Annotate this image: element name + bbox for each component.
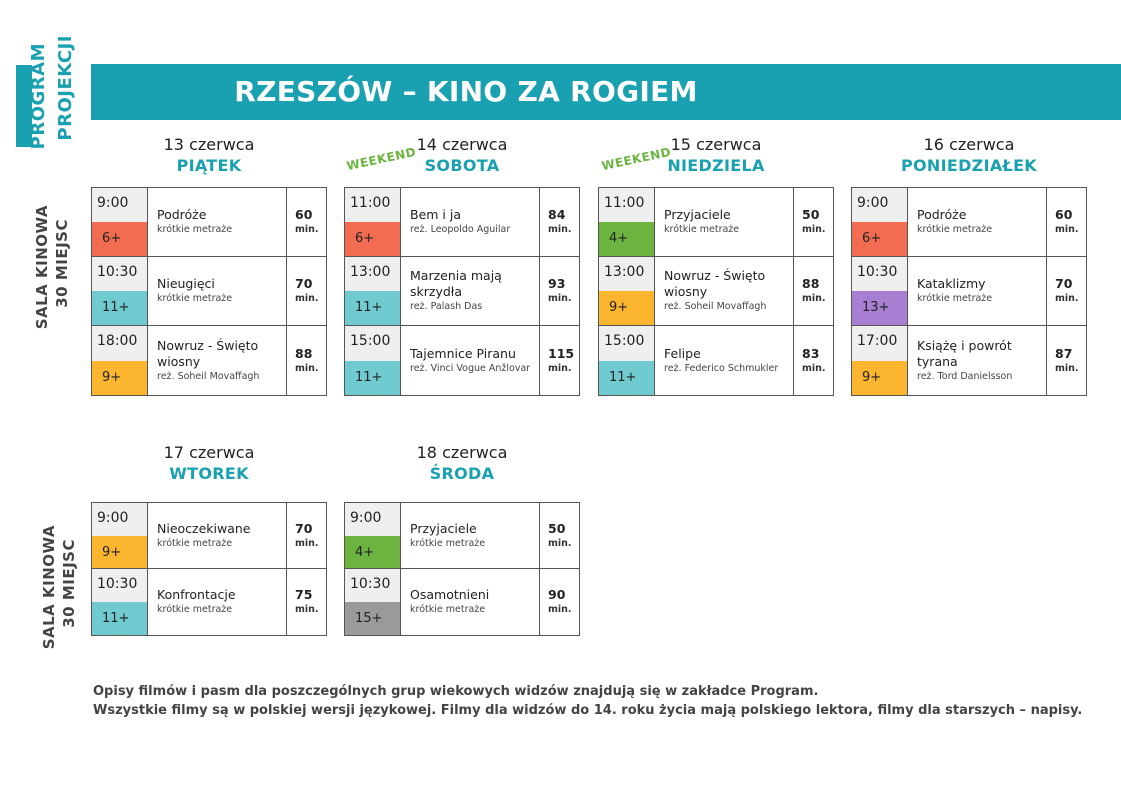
title-cell — [655, 257, 794, 325]
film-subtitle: krótkie metraże — [410, 604, 486, 615]
weekend-tag: WEEKEND — [600, 144, 673, 174]
screening-time: 9:00 — [92, 503, 147, 536]
screening-table — [91, 187, 327, 396]
duration-unit: min. — [548, 537, 572, 549]
duration-unit: min. — [295, 293, 319, 304]
screening-row — [852, 257, 1086, 326]
film-title: Osamotnieni — [410, 587, 490, 602]
film-title: Przyjaciele — [664, 207, 731, 222]
age-rating-badge: 13+ — [852, 291, 907, 325]
film-title: Tajemnice Piranu — [410, 345, 516, 361]
day-header — [91, 443, 327, 485]
room-label-1-line1: SALA KINOWA — [33, 205, 51, 330]
age-rating-badge: 11+ — [345, 361, 400, 396]
duration-value: 70 — [295, 520, 313, 536]
room-label-2-line1: SALA KINOWA — [40, 525, 58, 650]
screening-time: 18:00 — [92, 326, 147, 361]
duration-unit: min. — [295, 362, 319, 374]
day-date: 16 czerwca — [923, 135, 1015, 154]
title-banner — [91, 64, 1121, 120]
title-cell — [148, 257, 287, 325]
screening-table — [598, 187, 834, 396]
age-rating-badge: 4+ — [599, 222, 654, 256]
film-subtitle: krótkie metraże — [157, 604, 233, 615]
film-title: Felipe — [664, 345, 701, 361]
screening-time: 15:00 — [345, 326, 400, 361]
age-rating-badge: 9+ — [92, 536, 147, 569]
title-cell — [148, 188, 287, 256]
film-title: Nowruz - Święto wiosny — [664, 268, 766, 299]
screening-row — [599, 257, 833, 326]
film-subtitle: reż. Tord Danielsson — [917, 370, 1013, 382]
title-cell — [401, 257, 540, 325]
film-title: Marzenia mają skrzydła — [410, 268, 502, 299]
film-subtitle: krótkie metraże — [917, 293, 993, 304]
age-rating-badge: 9+ — [852, 361, 907, 396]
screening-row — [92, 326, 326, 395]
time-cell — [92, 569, 148, 635]
duration-value: 93 — [548, 276, 566, 291]
film-subtitle: krótkie metraże — [917, 224, 993, 235]
screening-time: 10:30 — [852, 257, 907, 291]
duration-cell — [540, 257, 579, 325]
screening-row — [92, 257, 326, 326]
room-label-1-line2: 30 MIEJSC — [53, 219, 71, 308]
day-date: 17 czerwca — [163, 443, 255, 462]
screening-row — [345, 503, 579, 569]
time-cell — [852, 257, 908, 325]
duration-value: 83 — [802, 345, 820, 361]
time-cell — [852, 188, 908, 256]
screening-time: 9:00 — [345, 503, 400, 536]
age-rating-badge: 11+ — [599, 361, 654, 396]
duration-value: 115 — [548, 345, 575, 361]
time-cell — [92, 326, 148, 395]
age-rating-badge: 15+ — [345, 602, 400, 635]
film-title: Podróże — [157, 207, 207, 222]
screening-row — [599, 188, 833, 257]
time-cell — [92, 257, 148, 325]
side-label-projekcji: PROJEKCJI — [55, 35, 76, 141]
duration-unit: min. — [295, 224, 319, 235]
duration-unit: min. — [802, 224, 826, 235]
age-rating-badge: 11+ — [92, 291, 147, 325]
age-rating-badge: 9+ — [599, 291, 654, 325]
title-cell — [401, 569, 540, 635]
duration-value: 70 — [295, 276, 313, 291]
duration-value: 70 — [1055, 276, 1073, 291]
film-subtitle: krótkie metraże — [157, 224, 233, 235]
title-cell — [148, 569, 287, 635]
duration-unit: min. — [1055, 224, 1079, 235]
film-subtitle: reż. Vinci Vogue Anžlovar — [410, 362, 531, 374]
screening-table — [851, 187, 1087, 396]
weekend-tag: WEEKEND — [345, 144, 418, 174]
duration-value: 90 — [548, 587, 566, 602]
time-cell — [345, 326, 401, 395]
title-cell — [148, 503, 287, 568]
screening-time: 13:00 — [345, 257, 400, 291]
film-subtitle: reż. Soheil Movaffagh — [664, 301, 767, 312]
title-cell — [401, 188, 540, 256]
day-name: NIEDZIELA — [667, 156, 765, 175]
time-cell — [599, 188, 655, 256]
duration-cell — [540, 503, 579, 568]
duration-cell — [287, 326, 326, 395]
film-subtitle: reż. Palash Das — [410, 301, 483, 312]
screening-time: 15:00 — [599, 326, 654, 361]
screening-time: 17:00 — [852, 326, 907, 361]
duration-unit: min. — [295, 604, 319, 615]
screening-time: 11:00 — [599, 188, 654, 222]
page-title: RZESZÓW – KINO ZA ROGIEM — [234, 75, 698, 108]
age-rating-badge: 11+ — [345, 291, 400, 325]
time-cell — [92, 188, 148, 256]
age-rating-badge: 6+ — [852, 222, 907, 256]
time-cell — [345, 503, 401, 568]
screening-row — [345, 326, 579, 395]
duration-cell — [1047, 326, 1086, 395]
age-rating-badge: 11+ — [92, 602, 147, 635]
title-cell — [908, 188, 1047, 256]
screening-row — [92, 188, 326, 257]
time-cell — [92, 503, 148, 568]
screening-row — [852, 326, 1086, 395]
day-date: 13 czerwca — [163, 135, 255, 154]
day-header — [91, 135, 327, 177]
duration-value: 87 — [1055, 345, 1073, 361]
screening-table — [91, 502, 327, 636]
duration-cell — [794, 257, 833, 325]
screening-row — [92, 503, 326, 569]
duration-value: 88 — [802, 276, 820, 291]
day-date: 18 czerwca — [416, 443, 508, 462]
day-header — [344, 443, 580, 485]
title-cell — [148, 326, 287, 395]
duration-unit: min. — [548, 293, 572, 304]
duration-value: 88 — [295, 345, 313, 361]
title-cell — [401, 326, 540, 395]
duration-unit: min. — [548, 362, 572, 374]
duration-value: 84 — [548, 207, 566, 222]
duration-cell — [540, 326, 579, 395]
duration-cell — [540, 188, 579, 256]
title-cell — [908, 257, 1047, 325]
film-title: Konfrontacje — [157, 587, 236, 602]
duration-value: 60 — [295, 207, 313, 222]
screening-time: 11:00 — [345, 188, 400, 222]
duration-unit: min. — [802, 362, 826, 374]
screening-row — [92, 569, 326, 635]
film-title: Nowruz - Święto wiosny — [157, 337, 259, 369]
screening-time: 10:30 — [92, 569, 147, 602]
day-date: 14 czerwca — [416, 135, 508, 154]
duration-unit: min. — [1055, 293, 1079, 304]
film-subtitle: krótkie metraże — [157, 293, 233, 304]
duration-value: 50 — [548, 520, 566, 536]
duration-cell — [287, 188, 326, 256]
age-rating-badge: 9+ — [92, 361, 147, 396]
duration-cell — [540, 569, 579, 635]
day-name: PIĄTEK — [176, 156, 242, 175]
duration-value: 50 — [802, 207, 820, 222]
day-name: SOBOTA — [424, 156, 500, 175]
duration-cell — [794, 188, 833, 256]
duration-cell — [287, 569, 326, 635]
film-subtitle: reż. Soheil Movaffagh — [157, 370, 260, 382]
film-subtitle: reż. Federico Schmukler — [664, 362, 779, 374]
day-name: ŚRODA — [429, 464, 495, 483]
side-label-program: PROGRAM — [28, 43, 49, 150]
age-rating-badge: 4+ — [345, 536, 400, 569]
day-header — [851, 135, 1087, 177]
screening-time: 9:00 — [92, 188, 147, 222]
screening-row — [345, 569, 579, 635]
duration-cell — [794, 326, 833, 395]
day-name: WTOREK — [169, 464, 249, 483]
screening-row — [345, 257, 579, 326]
film-title: Bem i ja — [410, 207, 461, 222]
screening-row — [345, 188, 579, 257]
duration-cell — [1047, 188, 1086, 256]
duration-unit: min. — [295, 537, 319, 549]
day-name: PONIEDZIAŁEK — [900, 156, 1038, 175]
film-title: Książę i powrót tyrana — [917, 337, 1012, 369]
footer-notes — [93, 682, 1093, 720]
screening-row — [852, 188, 1086, 257]
duration-unit: min. — [1055, 362, 1079, 374]
title-cell — [908, 326, 1047, 395]
program-side-label — [16, 28, 86, 158]
film-title: Nieugięci — [157, 276, 215, 291]
screening-time: 9:00 — [852, 188, 907, 222]
film-title: Nieoczekiwane — [157, 520, 251, 536]
time-cell — [599, 257, 655, 325]
time-cell — [345, 569, 401, 635]
duration-cell — [1047, 257, 1086, 325]
screening-time: 10:30 — [92, 257, 147, 291]
title-cell — [401, 503, 540, 568]
film-title: Przyjaciele — [410, 520, 477, 536]
film-subtitle: krótkie metraże — [664, 224, 740, 235]
day-date: 15 czerwca — [670, 135, 762, 154]
screening-time: 10:30 — [345, 569, 400, 602]
screening-time: 13:00 — [599, 257, 654, 291]
footer-line-2: Wszystkie filmy są w polskiej wersji językowej. Filmy dla widzów do 14. roku życia mają polskiego lektora, filmy dla starszych – napisy. — [93, 703, 1083, 718]
title-cell — [655, 188, 794, 256]
film-title: Podróże — [917, 207, 967, 222]
duration-value: 60 — [1055, 207, 1073, 222]
duration-unit: min. — [802, 293, 826, 304]
duration-cell — [287, 503, 326, 568]
duration-unit: min. — [548, 604, 572, 615]
duration-unit: min. — [548, 224, 572, 235]
film-subtitle: krótkie metraże — [157, 537, 233, 549]
footer-line-1: Opisy filmów i pasm dla poszczególnych grup wiekowych widzów znajdują się w zakładce Program. — [93, 684, 819, 699]
film-subtitle: krótkie metraże — [410, 537, 486, 549]
age-rating-badge: 6+ — [345, 222, 400, 256]
screening-row — [599, 326, 833, 395]
time-cell — [852, 326, 908, 395]
duration-cell — [287, 257, 326, 325]
screening-table — [344, 187, 580, 396]
title-cell — [655, 326, 794, 395]
duration-value: 75 — [295, 587, 313, 602]
age-rating-badge: 6+ — [92, 222, 147, 256]
time-cell — [599, 326, 655, 395]
screening-table — [344, 502, 580, 636]
film-subtitle: reż. Leopoldo Aguilar — [410, 224, 511, 235]
room-label-2-line2: 30 MIEJSC — [60, 539, 78, 628]
time-cell — [345, 257, 401, 325]
time-cell — [345, 188, 401, 256]
film-title: Kataklizmy — [917, 276, 986, 291]
